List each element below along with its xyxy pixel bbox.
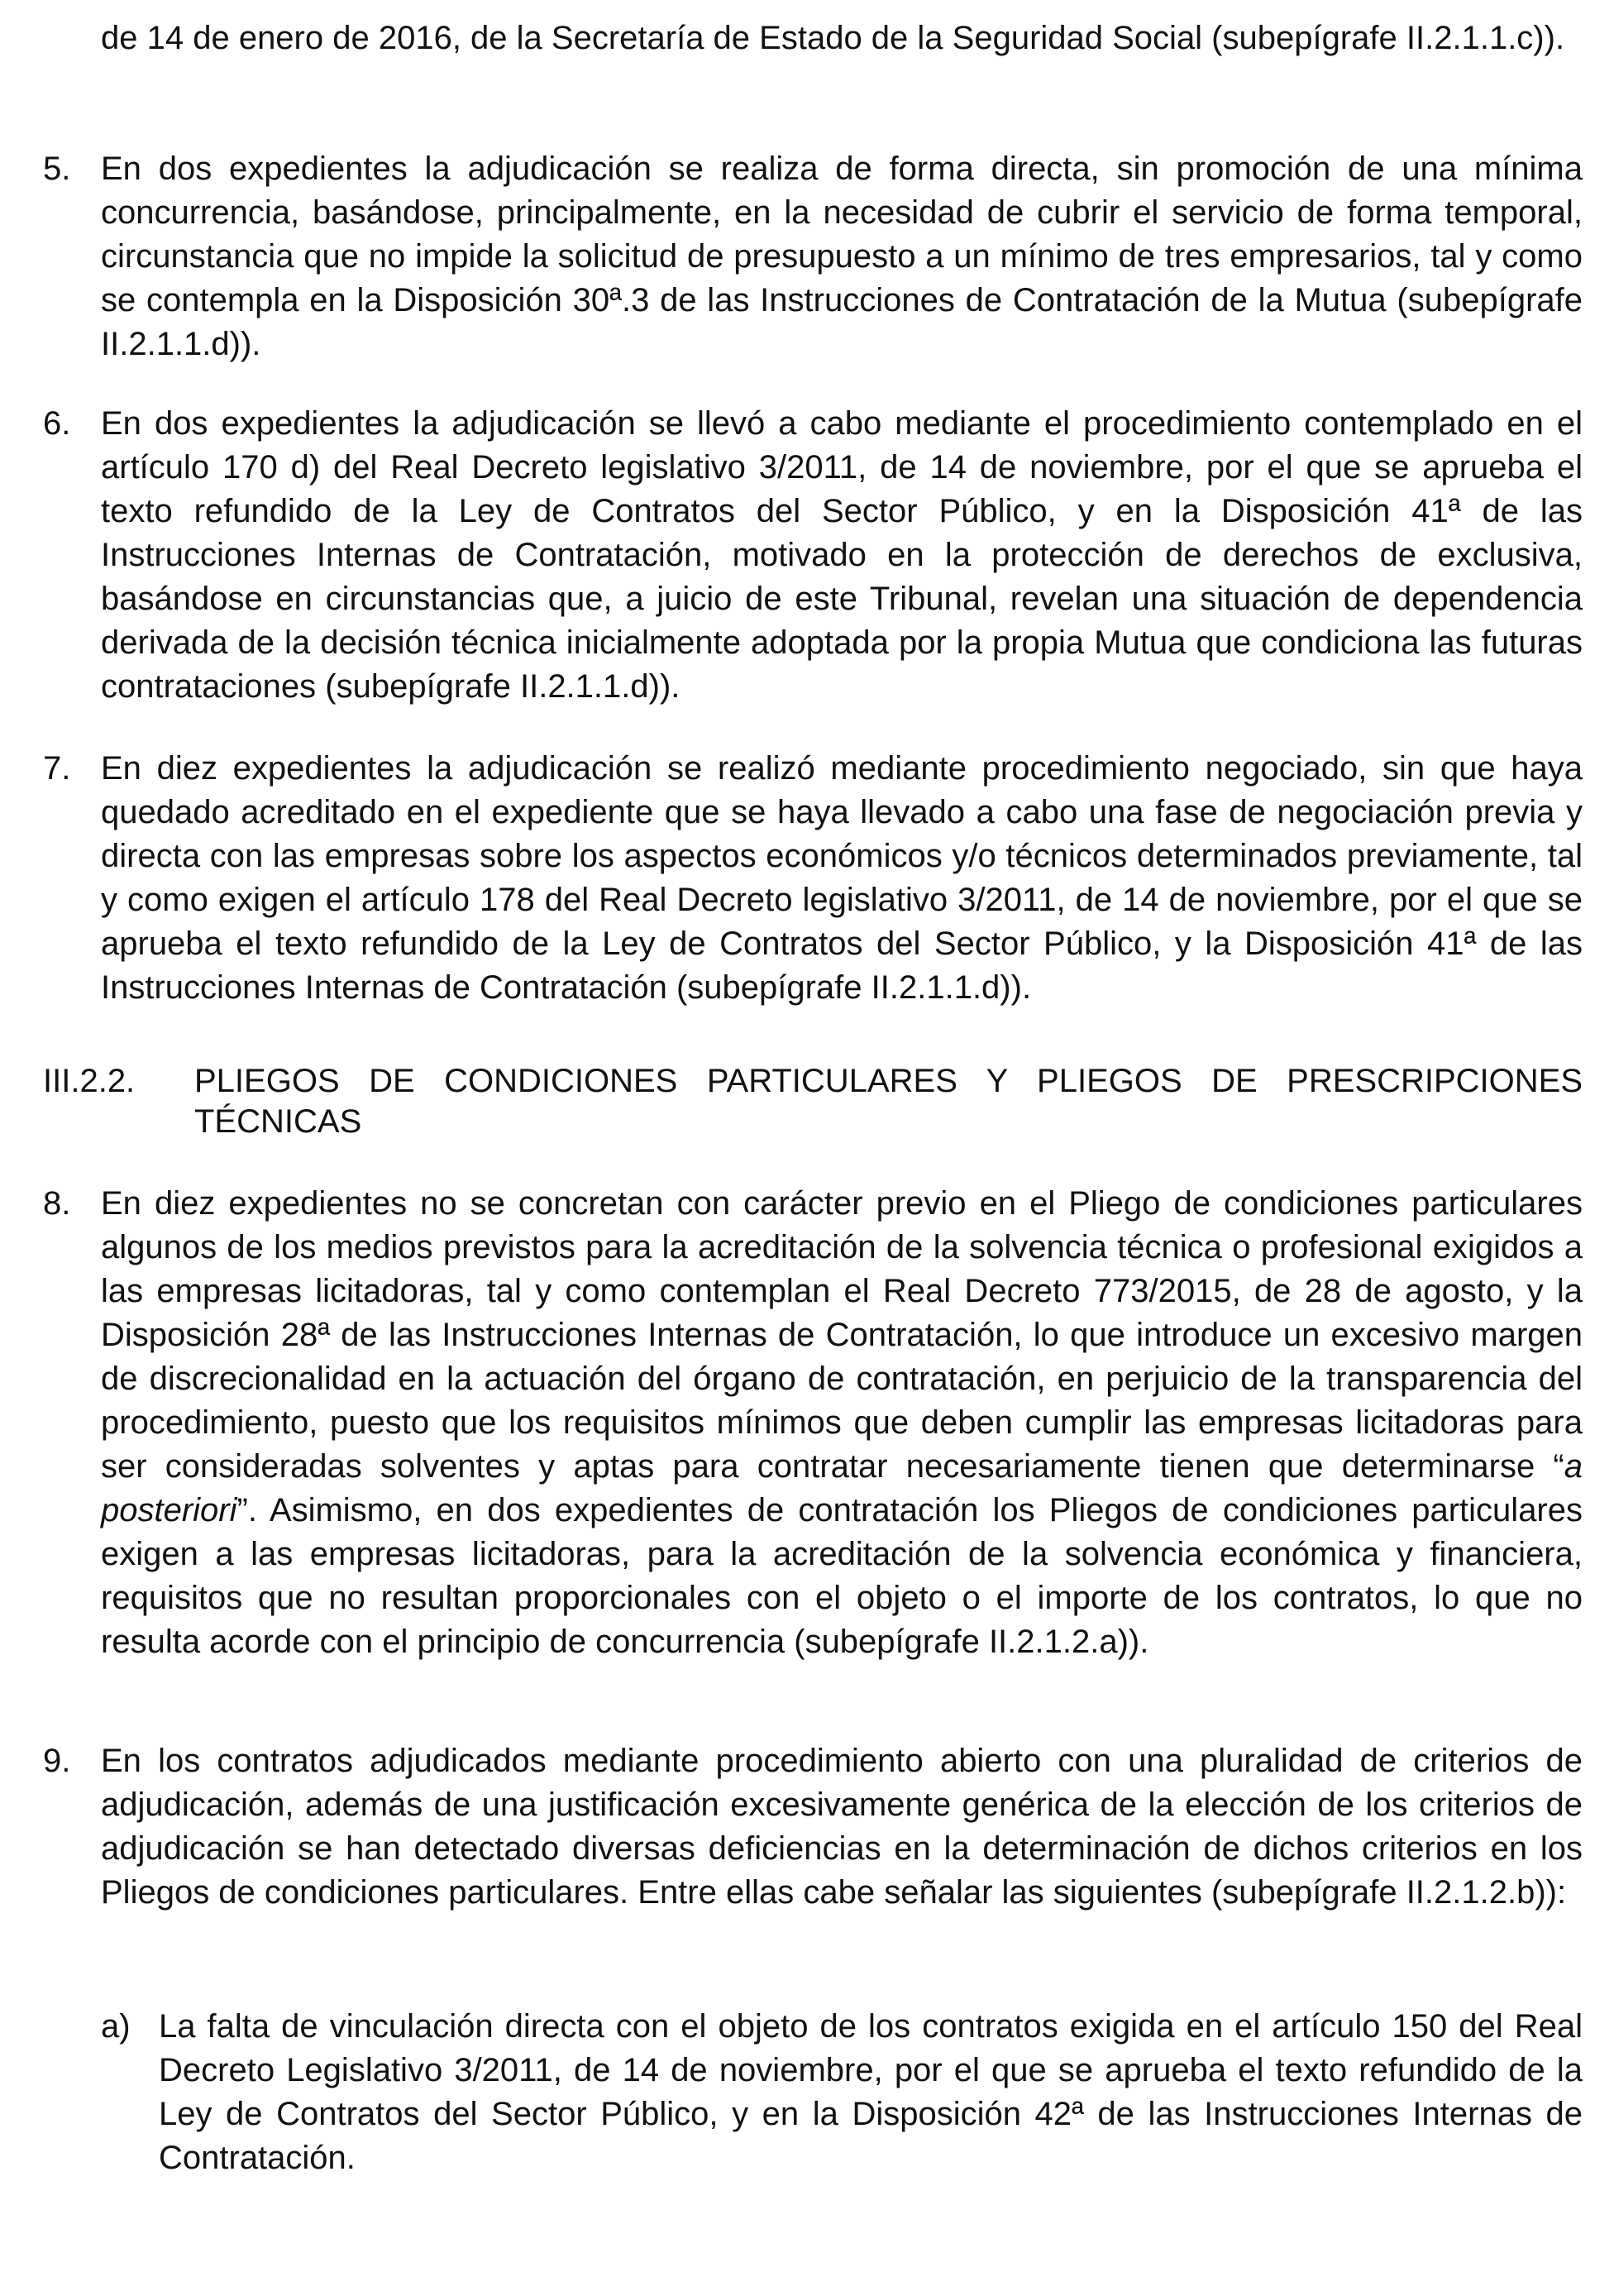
list-item-number: 6. <box>43 405 71 442</box>
list-item-text <box>101 1182 1583 1664</box>
item8-text-part2: ”. Asimismo, en dos expedientes de contratación los Pliegos de condiciones particulares exigen a las empresas licitadoras, para la acreditación de la solvencia económica y financiera, requisitos que no resultan proporcionales con el objeto o el importe de los contratos, lo que no resulta acorde con el principio de concurrencia (subepígrafe II.2.1.2.a)). <box>101 1492 1583 1660</box>
sub-item-text: La falta de vinculación directa con el objeto de los contratos exigida en el artículo 150 del Real Decreto Legislativo 3/2011, de 14 de noviembre, por el que se aprueba el texto refundido de la Ley de Contratos del Sector Público, y en la Disposición 42ª de las Instrucciones Internas de Contratación. <box>159 2008 1583 2176</box>
list-item-text: En dos expedientes la adjudicación se realiza de forma directa, sin promoción de una mínima concurrencia, basándose, principalmente, en la necesidad de cubrir el servicio de forma temporal, circunstancia que no impide la solicitud de presupuesto a un mínimo de tres empresarios, tal y como se contempla en la Disposición 30ª.3 de las Instrucciones de Contratación de la Mutua (subepígrafe II.2.1.1.d)). <box>101 151 1583 362</box>
list-item-number: 7. <box>43 750 71 787</box>
list-item-5 <box>43 147 1583 366</box>
list-item-8 <box>43 1182 1583 1664</box>
continuation-paragraph <box>101 17 1583 60</box>
list-item-text: En dos expedientes la adjudicación se llevó a cabo mediante el procedimiento contemplado en el artículo 170 d) del Real Decreto legislativo 3/2011, de 14 de noviembre, por el que se aprueba el texto refundido de la Ley de Contratos del Sector Público, y en la Disposición 41ª de las Instrucciones Internas de Contratación, motivado en la protección de derechos de exclusiva, basándose en circunstancias que, a juicio de este Tribunal, revelan una situación de dependencia derivada de la decisión técnica inicialmente adoptada por la propia Mutua que condiciona las futuras contrataciones (subepígrafe II.2.1.1.d)). <box>101 405 1583 705</box>
section-heading <box>43 1061 1583 1142</box>
section-number: III.2.2. <box>43 1063 136 1099</box>
item8-italic-term: a posteriori <box>101 1448 1583 1528</box>
list-item-text: En diez expedientes la adjudicación se realizó mediante procedimiento negociado, sin que haya quedado acreditado en el expediente que se haya llevado a cabo una fase de negociación previa y directa con las empresas sobre los aspectos económicos y/o técnicos determinados previamente, tal y como exigen el artículo 178 del Real Decreto legislativo 3/2011, de 14 de noviembre, por el que se aprueba el texto refundido de la Ley de Contratos del Sector Público, y la Disposición 41ª de las Instrucciones Internas de Contratación (subepígrafe II.2.1.1.d)). <box>101 750 1583 1006</box>
section-title: PLIEGOS DE CONDICIONES PARTICULARES Y PLIEGOS DE PRESCRIPCIONES TÉCNICAS <box>194 1063 1583 1140</box>
list-item-9 <box>43 1739 1583 1915</box>
list-item-number: 9. <box>43 1743 71 1779</box>
sub-item-letter: a) <box>101 2008 131 2045</box>
item8-text-part1: En diez expedientes no se concretan con carácter previo en el Pliego de condiciones particulares algunos de los medios previstos para la acreditación de la solvencia técnica o profesional exigidos a las empresas licitadoras, tal y como contemplan el Real Decreto 773/2015, de 28 de agosto, y la Disposición 28ª de las Instrucciones Internas de Contratación, lo que introduce un excesivo margen de discrecionalidad en la actuación del órgano de contratación, en perjuicio de la transparencia del procedimiento, puesto que los requisitos mínimos que deben cumplir las empresas licitadoras para ser consideradas solventes y aptas para contratar necesariamente tienen que determinarse “ <box>101 1185 1583 1485</box>
continuation-text: de 14 de enero de 2016, de la Secretaría de Estado de la Seguridad Social (subepígrafe II.2.1.1.c)). <box>101 20 1565 56</box>
list-item-6 <box>43 402 1583 709</box>
list-item-text: En los contratos adjudicados mediante procedimiento abierto con una pluralidad de criterios de adjudicación, además de una justificación excesivamente genérica de la elección de los criterios de adjudicación se han detectado diversas deficiencias en la determinación de dichos criterios en los Pliegos de condiciones particulares. Entre ellas cabe señalar las siguientes (subepígrafe II.2.1.2.b)): <box>101 1743 1583 1911</box>
list-item-number: 8. <box>43 1185 71 1222</box>
list-item-7 <box>43 747 1583 1010</box>
sub-item-a <box>101 2005 1583 2180</box>
list-item-number: 5. <box>43 151 71 187</box>
